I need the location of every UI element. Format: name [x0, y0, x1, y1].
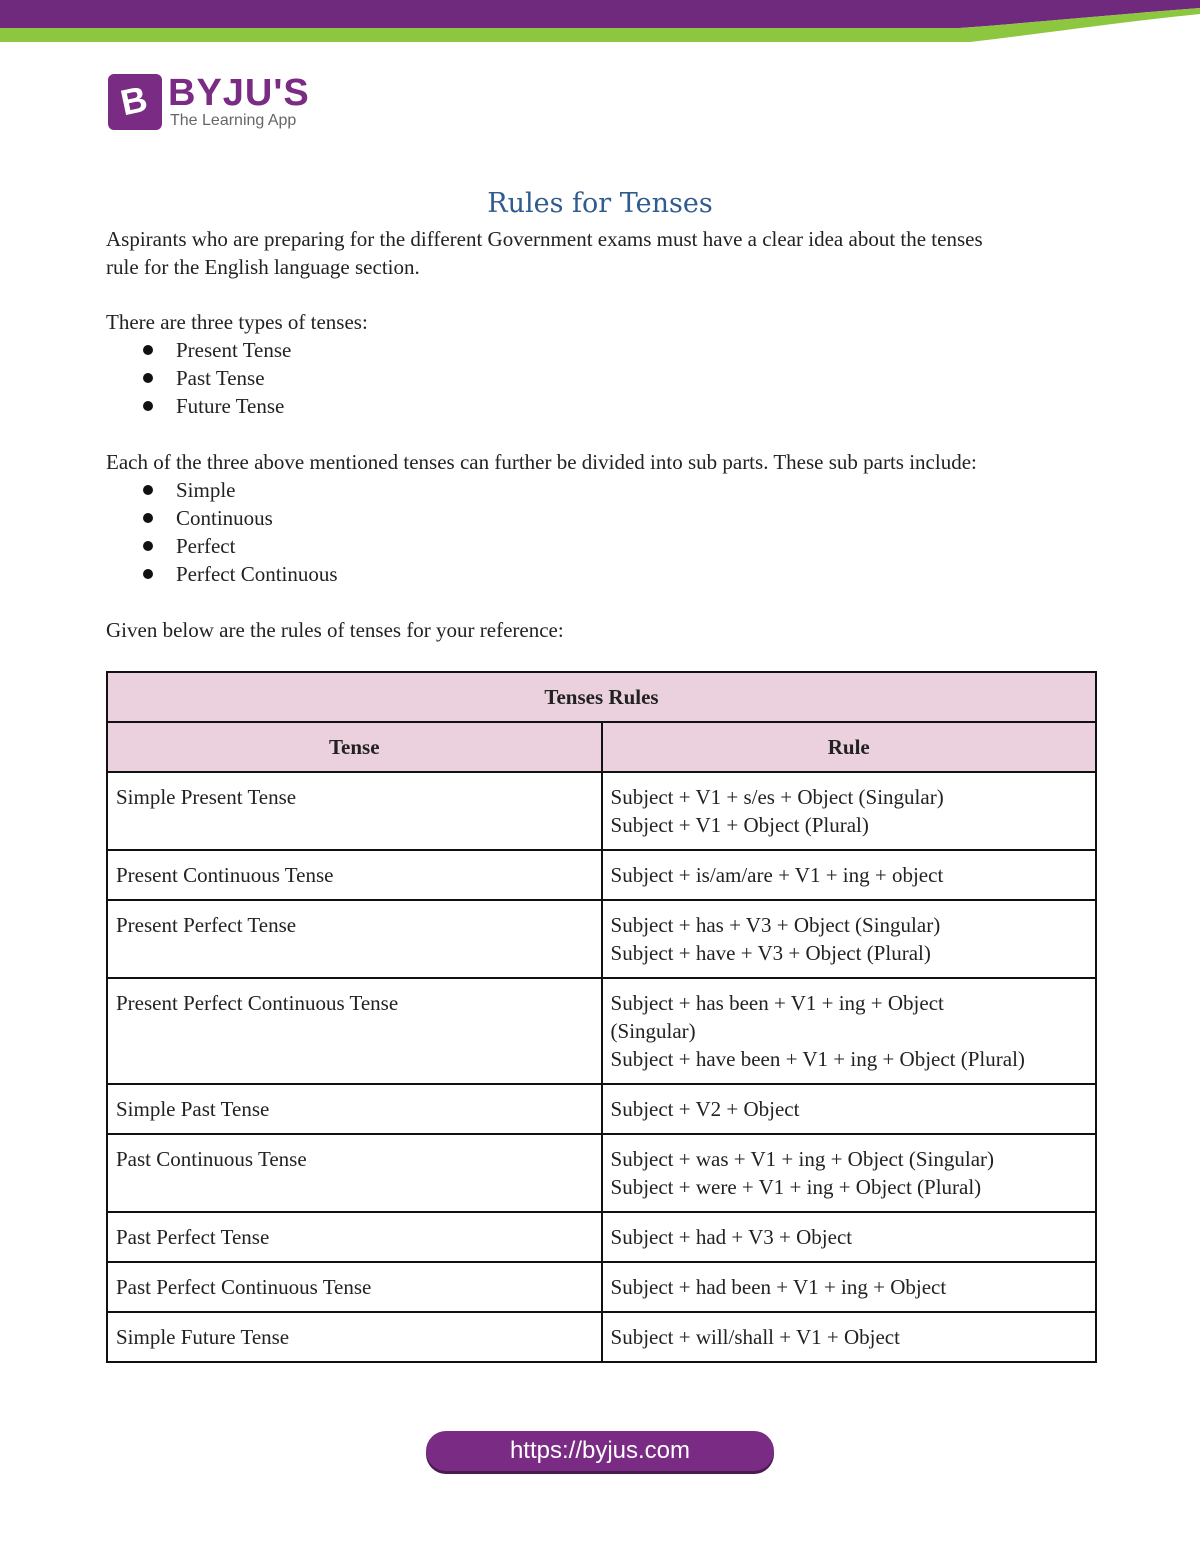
- table-intro: Given below are the rules of tenses for your reference:: [106, 618, 564, 642]
- rule-line: Subject + was + V1 + ing + Object (Singular): [610, 1147, 995, 1171]
- bullet-icon: [143, 345, 153, 355]
- table-caption-row: [107, 672, 1096, 722]
- rule-cell: [602, 1084, 1096, 1134]
- list-item: [106, 336, 291, 364]
- types-heading: There are three types of tenses:: [106, 310, 368, 334]
- page-title: Rules for Tenses: [487, 188, 713, 219]
- table-row: [107, 978, 1096, 1084]
- column-header-rule: Rule: [602, 722, 1096, 772]
- table-row: [107, 850, 1096, 900]
- rule-line: Subject + have + V3 + Object (Plural): [610, 941, 931, 965]
- intro-line-2: rule for the English language section.: [106, 255, 420, 279]
- subparts-heading: Each of the three above mentioned tenses can further be divided into sub parts. These sub parts include:: [106, 450, 977, 474]
- list-item-label: Perfect: [176, 534, 236, 558]
- brand-tagline: The Learning App: [170, 112, 297, 129]
- list-item-label: Simple: [176, 478, 236, 502]
- tense-cell: Present Perfect Continuous Tense: [107, 978, 602, 1084]
- list-item: [106, 504, 338, 532]
- tense-types-list: [106, 336, 291, 420]
- rule-cell: [602, 1212, 1096, 1262]
- tense-cell: Past Continuous Tense: [107, 1134, 602, 1212]
- tense-cell: Present Perfect Tense: [107, 900, 602, 978]
- rule-line: Subject + were + V1 + ing + Object (Plural): [610, 1175, 982, 1199]
- list-item-label: Continuous: [176, 506, 273, 530]
- list-item-label: Present Tense: [176, 338, 292, 362]
- rule-line: Subject + had been + V1 + ing + Object: [610, 1275, 947, 1299]
- column-header-tense: Tense: [107, 722, 602, 772]
- list-item-label: Past Tense: [176, 366, 265, 390]
- bullet-icon: [143, 485, 153, 495]
- rule-cell: [602, 1134, 1096, 1212]
- rule-line: Subject + will/shall + V1 + Object: [610, 1325, 900, 1349]
- table-row: [107, 1084, 1096, 1134]
- table-row: [107, 1262, 1096, 1312]
- list-item: [106, 392, 291, 420]
- bullet-icon: [143, 541, 153, 551]
- website-link[interactable]: [426, 1431, 774, 1471]
- bullet-icon: [143, 401, 153, 411]
- rule-line: Subject + had + V3 + Object: [610, 1225, 853, 1249]
- tense-cell: Simple Present Tense: [107, 772, 602, 850]
- list-item: [106, 560, 338, 588]
- list-item-label: Future Tense: [176, 394, 285, 418]
- rule-line: Subject + is/am/are + V1 + ing + object: [610, 863, 944, 887]
- intro-paragraph: [106, 225, 1096, 281]
- website-url: https://byjus.com: [509, 1437, 691, 1464]
- tenses-rules-table: [106, 671, 1097, 1363]
- tense-cell: Past Perfect Continuous Tense: [107, 1262, 602, 1312]
- tense-cell: Past Perfect Tense: [107, 1212, 602, 1262]
- bullet-icon: [143, 569, 153, 579]
- rule-cell: [602, 850, 1096, 900]
- rule-cell: [602, 1262, 1096, 1312]
- subparts-list: [106, 476, 338, 588]
- rule-line: (Singular): [610, 1019, 696, 1043]
- table-row: [107, 900, 1096, 978]
- list-item: [106, 476, 338, 504]
- table-row: [107, 1134, 1096, 1212]
- brand-name: BYJU'S: [168, 72, 310, 114]
- list-item-label: Perfect Continuous: [176, 562, 338, 586]
- intro-line-1: Aspirants who are preparing for the different Government exams must have a clear idea about the tenses: [106, 227, 983, 251]
- rule-cell: [602, 772, 1096, 850]
- tense-cell: Present Continuous Tense: [107, 850, 602, 900]
- bullet-icon: [143, 513, 153, 523]
- rule-cell: [602, 1312, 1096, 1362]
- rule-line: Subject + have been + V1 + ing + Object (Plural): [610, 1047, 1025, 1071]
- rule-line: Subject + V1 + Object (Plural): [610, 813, 869, 837]
- logo-mark-icon: [108, 74, 162, 130]
- byjus-logo[interactable]: [108, 72, 328, 134]
- table-row: [107, 1312, 1096, 1362]
- rule-line: Subject + has been + V1 + ing + Object: [610, 991, 944, 1015]
- list-item: [106, 364, 291, 392]
- rule-line: Subject + V1 + s/es + Object (Singular): [610, 785, 944, 809]
- tense-cell: Simple Past Tense: [107, 1084, 602, 1134]
- bullet-icon: [143, 373, 153, 383]
- rule-line: Subject + V2 + Object: [610, 1097, 800, 1121]
- table-body: [107, 772, 1096, 1362]
- header-color-band: [0, 0, 1200, 46]
- tense-cell: Simple Future Tense: [107, 1312, 602, 1362]
- rule-cell: [602, 978, 1096, 1084]
- table-header-row: [107, 722, 1096, 772]
- table-caption: Tenses Rules: [107, 672, 1096, 722]
- rule-line: Subject + has + V3 + Object (Singular): [610, 913, 941, 937]
- logo-letter: B: [116, 77, 151, 124]
- list-item: [106, 532, 338, 560]
- table-row: [107, 772, 1096, 850]
- rule-cell: [602, 900, 1096, 978]
- table-row: [107, 1212, 1096, 1262]
